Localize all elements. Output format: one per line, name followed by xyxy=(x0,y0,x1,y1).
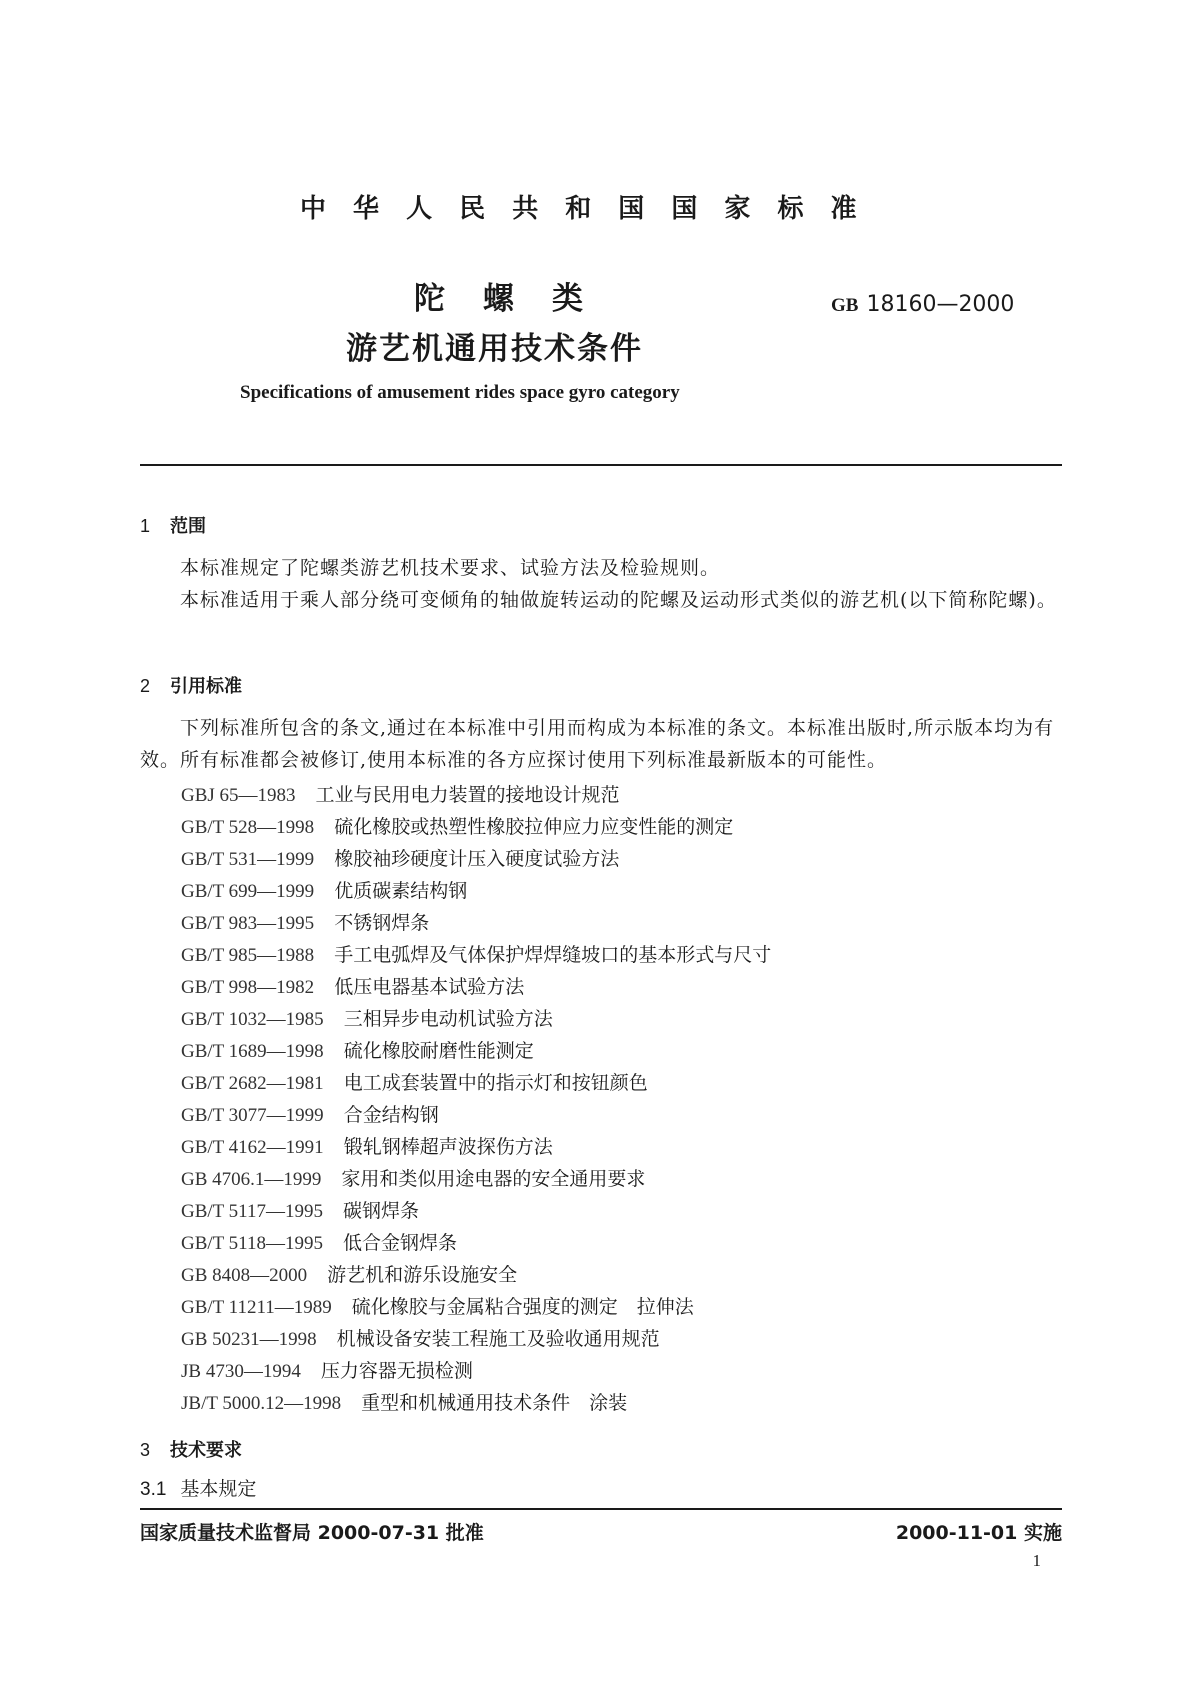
reference-item xyxy=(181,1196,419,1223)
document-title-line1 xyxy=(414,273,621,318)
title-char: 类 xyxy=(552,281,583,317)
reference-title: 手工电弧焊及气体保护焊焊缝坡口的基本形式与尺寸 xyxy=(334,944,772,966)
reference-item xyxy=(181,1164,645,1191)
reference-code: GB/T 11211—1989 xyxy=(181,1297,332,1318)
header-divider xyxy=(140,464,1062,466)
reference-code: JB/T 5000.12—1998 xyxy=(181,1393,342,1414)
reference-item xyxy=(181,1132,553,1159)
reference-item xyxy=(181,1388,627,1415)
standard-prefix: GB xyxy=(831,295,859,316)
reference-code: GB/T 3077—1999 xyxy=(181,1105,324,1126)
implementation-date: 2000-11-01 实施 xyxy=(895,1522,1062,1544)
reference-code: GB/T 699—1999 xyxy=(181,881,315,902)
standard-number xyxy=(831,292,1014,317)
reference-code: GB 50231—1998 xyxy=(181,1329,317,1350)
section-title: 引用标准 xyxy=(170,676,242,697)
reference-item xyxy=(181,1324,660,1351)
reference-title: 不锈钢焊条 xyxy=(334,912,430,934)
standard-code: 18160—2000 xyxy=(866,292,1015,317)
reference-title: 三相异步电动机试验方法 xyxy=(343,1008,553,1030)
reference-code: GB/T 4162—1991 xyxy=(181,1137,324,1158)
national-standard-title: 中 华 人 民 共 和 国 国 家 标 准 xyxy=(300,194,866,224)
reference-title: 低压电器基本试验方法 xyxy=(334,976,525,998)
reference-code: GBJ 65—1983 xyxy=(181,785,296,806)
reference-title: 工业与民用电力装置的接地设计规范 xyxy=(315,784,620,806)
reference-title: 碳钢焊条 xyxy=(342,1200,419,1222)
reference-title: 电工成套装置中的指示灯和按钮颜色 xyxy=(343,1072,648,1094)
reference-title: 家用和类似用途电器的安全通用要求 xyxy=(341,1168,646,1190)
reference-title: 机械设备安装工程施工及验收通用规范 xyxy=(336,1328,660,1350)
reference-item xyxy=(181,812,733,839)
approval-statement: 国家质量技术监督局 2000-07-31 批准 xyxy=(140,1522,484,1544)
reference-item xyxy=(181,1036,534,1063)
reference-item xyxy=(181,1292,694,1319)
reference-title: 合金结构钢 xyxy=(343,1104,439,1126)
reference-code: GB/T 5117—1995 xyxy=(181,1201,323,1222)
section-heading-references xyxy=(140,672,242,698)
reference-code: GB/T 998—1982 xyxy=(181,977,315,998)
section-title: 技术要求 xyxy=(170,1440,242,1461)
reference-title: 游艺机和游乐设施安全 xyxy=(327,1264,518,1286)
reference-title: 重型和机械通用技术条件 涂装 xyxy=(361,1392,628,1414)
reference-code: JB 4730—1994 xyxy=(181,1361,301,1382)
reference-title: 硫化橡胶与金属粘合强度的测定 拉伸法 xyxy=(351,1296,694,1318)
title-char: 陀 xyxy=(414,281,445,317)
reference-title: 优质碳素结构钢 xyxy=(334,880,468,902)
reference-item xyxy=(181,1228,457,1255)
section-number: 2 xyxy=(140,676,151,696)
reference-item xyxy=(181,876,467,903)
section-number: 3 xyxy=(140,1440,151,1460)
page-number: 1 xyxy=(1032,1551,1041,1570)
reference-item xyxy=(181,844,619,871)
reference-item xyxy=(181,1356,473,1383)
scope-paragraph-1: 本标准规定了陀螺类游艺机技术要求、试验方法及检验规则。 xyxy=(180,557,721,579)
subsection-title: 基本规定 xyxy=(180,1478,257,1500)
reference-title: 低合金钢焊条 xyxy=(342,1232,457,1254)
reference-code: GB 8408—2000 xyxy=(181,1265,308,1286)
reference-title: 锻轧钢棒超声波探伤方法 xyxy=(343,1136,553,1158)
reference-code: GB/T 1032—1985 xyxy=(181,1009,324,1030)
reference-item xyxy=(181,780,620,807)
document-title-line2: 游艺机通用技术条件 xyxy=(346,331,643,367)
reference-code: GB/T 5118—1995 xyxy=(181,1233,323,1254)
footer-divider xyxy=(140,1508,1062,1510)
reference-code: GB/T 2682—1981 xyxy=(181,1073,324,1094)
reference-title: 硫化橡胶或热塑性橡胶拉伸应力应变性能的测定 xyxy=(334,816,734,838)
reference-item xyxy=(181,1260,517,1287)
title-char: 螺 xyxy=(483,281,514,317)
references-intro-paragraph: 下列标准所包含的条文,通过在本标准中引用而构成为本标准的条文。本标准出版时,所示版本均为有效。所有标准都会被修订,使用本标准的各方应探讨使用下列标准最新版本的可能性。 xyxy=(140,717,1055,771)
reference-item xyxy=(181,1004,553,1031)
reference-code: GB 4706.1—1999 xyxy=(181,1169,322,1190)
english-title: Specifications of amusement rides space gyro category xyxy=(240,382,680,403)
reference-item xyxy=(181,972,524,999)
reference-title: 压力容器无损检测 xyxy=(320,1360,473,1382)
scope-paragraph-2: 本标准适用于乘人部分绕可变倾角的轴做旋转运动的陀螺及运动形式类似的游艺机(以下简称陀螺)。 xyxy=(180,589,1057,611)
reference-item xyxy=(181,1068,648,1095)
subsection-number: 3.1 xyxy=(140,1479,167,1500)
section-title: 范围 xyxy=(170,516,206,537)
reference-item xyxy=(181,1100,439,1127)
section-number: 1 xyxy=(140,516,151,536)
reference-code: GB/T 1689—1998 xyxy=(181,1041,324,1062)
reference-code: GB/T 528—1998 xyxy=(181,817,315,838)
reference-item xyxy=(181,908,429,935)
reference-code: GB/T 983—1995 xyxy=(181,913,315,934)
reference-item xyxy=(181,940,771,967)
section-heading-scope xyxy=(140,512,206,538)
reference-title: 硫化橡胶耐磨性能测定 xyxy=(343,1040,534,1062)
subsection-heading-basic-provisions xyxy=(140,1474,256,1501)
section-heading-technical-requirements xyxy=(140,1436,242,1462)
reference-code: GB/T 531—1999 xyxy=(181,849,315,870)
reference-title: 橡胶袖珍硬度计压入硬度试验方法 xyxy=(334,848,620,870)
reference-code: GB/T 985—1988 xyxy=(181,945,315,966)
